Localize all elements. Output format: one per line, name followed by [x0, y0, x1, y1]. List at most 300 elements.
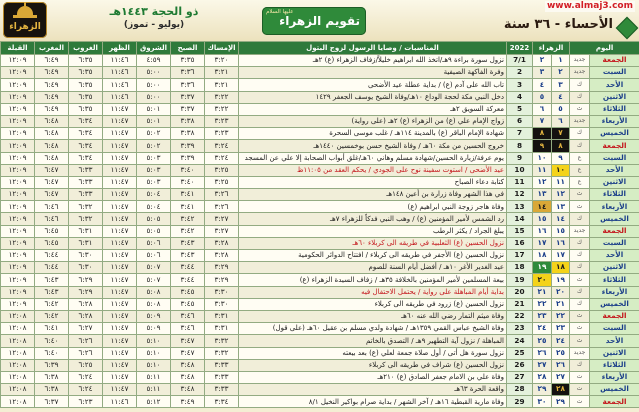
- sunrise-time-cell: ٥:٠٣: [137, 176, 171, 188]
- sunset-time-cell: ٦:٣٥: [69, 79, 103, 91]
- dhuhr-time-cell: ١١:٤٧: [103, 164, 137, 176]
- header-sunrise: الشروق: [137, 42, 171, 55]
- day-name-cell: الثلاثاء: [590, 189, 639, 201]
- sunset-time-cell: ٦:٣٤: [69, 140, 103, 152]
- imsak-time-cell: ٣:٣٣: [205, 384, 239, 396]
- fajr-time-cell: ٣:٤٩: [171, 396, 205, 408]
- sunset-time-cell: ٦:٣٣: [69, 189, 103, 201]
- gregorian-date-cell: 7/1: [507, 55, 533, 67]
- moon-mark-cell: ت: [570, 371, 590, 383]
- sunrise-time-cell: ٥:١١: [137, 371, 171, 383]
- event-cell: نزول الحسين (ع) شراف في طريقه الى كربلاء: [239, 359, 507, 371]
- fajr-time-cell: ٣:٣٨: [171, 128, 205, 140]
- table-row: [1, 164, 639, 176]
- sunset-time-cell: ٦:٢٧: [69, 323, 103, 335]
- moon-mark-cell: جديد: [570, 115, 590, 127]
- moon-mark-cell: ت: [570, 396, 590, 408]
- event-cell: دخل النبي مكة لحجة الوداع ١٠هـ/وفاة الشيخ يوسف الجعفر ١٤٢٩: [239, 91, 507, 103]
- maghrib-time-cell: ٦:٤٤: [35, 262, 69, 274]
- hijri-date-cell: ١٢: [533, 176, 552, 188]
- header-imsak: الإمساك: [205, 42, 239, 55]
- day-name-cell: الأحد: [590, 164, 639, 176]
- hijri-date-cell: ١٤: [533, 201, 552, 213]
- gregorian-date-cell: 7: [507, 128, 533, 140]
- gregorian-date-cell: 5: [507, 103, 533, 115]
- sunset-time-cell: ٦:٣٢: [69, 201, 103, 213]
- dhuhr-time-cell: ١١:٤٦: [103, 91, 137, 103]
- moon-mark-cell: ك: [570, 91, 590, 103]
- corner-ornament-icon: [616, 17, 639, 40]
- fajr-time-cell: ٣:٤١: [171, 201, 205, 213]
- zahraa-date-cell: ١٤: [552, 213, 570, 225]
- day-name-cell: الجمعة: [590, 55, 639, 67]
- sunset-time-cell: ٦:٣٤: [69, 115, 103, 127]
- day-name-cell: الثلاثاء: [590, 103, 639, 115]
- maghrib-time-cell: ٦:٤٠: [35, 335, 69, 347]
- gregorian-date-cell: 11: [507, 176, 533, 188]
- site-watermark: www.almaj3.com: [546, 1, 633, 11]
- dhuhr-time-cell: ١١:٤٦: [103, 67, 137, 79]
- sunset-time-cell: ٦:٣٠: [69, 250, 103, 262]
- event-cell: واقعة الحرة ٦٣هـ: [239, 384, 507, 396]
- sunset-time-cell: ٦:٣١: [69, 237, 103, 249]
- table-row: [1, 128, 639, 140]
- maghrib-time-cell: ٦:٤٩: [35, 55, 69, 67]
- sunrise-time-cell: ٥:٠٩: [137, 323, 171, 335]
- moon-mark-cell: ك: [570, 128, 590, 140]
- zahraa-date-cell: ٢١: [552, 298, 570, 310]
- gregorian-date-cell: 25: [507, 347, 533, 359]
- fajr-time-cell: ٣:٤٥: [171, 298, 205, 310]
- event-cell: وفاة هاجر زوجة النبي ابراهيم (ع): [239, 201, 507, 213]
- sunrise-time-cell: ٥:٠٨: [137, 298, 171, 310]
- qibla-time-cell: ١٢:٠٨: [1, 371, 35, 383]
- calendar-body: [1, 55, 639, 408]
- qibla-time-cell: ١٢:٠٨: [1, 396, 35, 408]
- qibla-time-cell: ١٢:٠٩: [1, 250, 35, 262]
- zahraa-date-cell: ١٨: [552, 262, 570, 274]
- moon-mark-cell: ث: [570, 310, 590, 322]
- day-name-cell: الأحد: [590, 250, 639, 262]
- dhuhr-time-cell: ١١:٤٧: [103, 384, 137, 396]
- event-cell: عيد الأضحى / استوت سفينة نوح على الجودي / يحكم العقد من ١١:٠٥ظ: [239, 164, 507, 176]
- location-label: الأحساء - ٣٦ سنة: [503, 17, 613, 32]
- maghrib-time-cell: ٦:٤٢: [35, 310, 69, 322]
- hijri-date-cell: ٢٥: [533, 335, 552, 347]
- qibla-time-cell: ١٢:٠٩: [1, 213, 35, 225]
- table-row: [1, 384, 639, 396]
- dhuhr-time-cell: ١١:٤٧: [103, 286, 137, 298]
- gregorian-date-cell: 2: [507, 67, 533, 79]
- event-cell: يوم عرفة/زيارة الحسين/شهادة مسلم وهاني ٦٠هـ/غلق أبواب الصحابة إلا علي عن المسجد: [239, 152, 507, 164]
- zahraa-date-cell: ١٧: [552, 250, 570, 262]
- imsak-time-cell: ٣:٣٣: [205, 371, 239, 383]
- moon-mark-cell: ث: [570, 323, 590, 335]
- dhuhr-time-cell: ١١:٤٧: [103, 213, 137, 225]
- gregorian-date-cell: 6: [507, 115, 533, 127]
- moon-mark-cell: ع: [570, 176, 590, 188]
- moon-mark-cell: ك: [570, 298, 590, 310]
- sunrise-time-cell: ٥:٠٤: [137, 189, 171, 201]
- zahraa-date-cell: ١٠: [552, 164, 570, 176]
- dhuhr-time-cell: ١١:٤٧: [103, 335, 137, 347]
- imsak-time-cell: ٣:٢١: [205, 67, 239, 79]
- event-cell: شهادة الإمام الباقر (ع) بالمدينة ١١٤هـ / غلب موسى السحرة: [239, 128, 507, 140]
- maghrib-time-cell: ٦:٤٧: [35, 164, 69, 176]
- sunrise-time-cell: ٥:١٠: [137, 335, 171, 347]
- dhuhr-time-cell: ١١:٤٦: [103, 396, 137, 408]
- zahraa-date-cell: ١٥: [552, 225, 570, 237]
- zahraa-date-cell: ٤: [552, 91, 570, 103]
- qibla-time-cell: ١٢:٠٨: [1, 323, 35, 335]
- qibla-time-cell: ١٢:٠٩: [1, 140, 35, 152]
- sunset-time-cell: ٦:٢٦: [69, 335, 103, 347]
- event-cell: معركة السويق ٢هـ: [239, 103, 507, 115]
- zahraa-date-cell: ٢٧: [552, 371, 570, 383]
- sunset-time-cell: ٦:٣٥: [69, 103, 103, 115]
- fajr-time-cell: ٣:٤٣: [171, 250, 205, 262]
- table-row: [1, 55, 639, 67]
- sunrise-time-cell: ٥:٠٣: [137, 152, 171, 164]
- maghrib-time-cell: ٦:٤٤: [35, 250, 69, 262]
- fajr-time-cell: ٣:٤٦: [171, 310, 205, 322]
- gregorian-months-label: (يوليو - تموز): [123, 20, 185, 30]
- gregorian-date-cell: 20: [507, 286, 533, 298]
- table-row: [1, 103, 639, 115]
- maghrib-time-cell: ٦:٤٩: [35, 91, 69, 103]
- calendar-table: [0, 41, 639, 408]
- sunset-time-cell: ٦:٢٥: [69, 359, 103, 371]
- day-name-cell: الخميس: [590, 213, 639, 225]
- event-cell: وفاة مارية القبطية ١٦هـ / آخر الشهر / بداية صرام بواكير النخيل ٨/١: [239, 396, 507, 408]
- hijri-date-cell: ٨: [533, 128, 552, 140]
- qibla-time-cell: ١٢:٠٩: [1, 91, 35, 103]
- hijri-date-cell: ٢٤: [533, 323, 552, 335]
- fajr-time-cell: ٣:٣٩: [171, 152, 205, 164]
- moon-mark-cell: ك: [570, 237, 590, 249]
- dhuhr-time-cell: ١١:٤٧: [103, 371, 137, 383]
- day-name-cell: الجمعة: [590, 310, 639, 322]
- sunrise-time-cell: ٥:٠٦: [137, 250, 171, 262]
- month-heading: [92, 4, 216, 32]
- imsak-time-cell: ٣:٢٢: [205, 103, 239, 115]
- qibla-time-cell: ١٢:٠٩: [1, 298, 35, 310]
- imsak-time-cell: ٣:٢٢: [205, 91, 239, 103]
- hijri-date-cell: ١٧: [533, 237, 552, 249]
- table-row: [1, 201, 639, 213]
- dome-icon: [17, 6, 33, 15]
- dhuhr-time-cell: ١١:٤٧: [103, 140, 137, 152]
- hijri-month-label: ذو الحجة ١٤٤٣هـ: [109, 5, 199, 18]
- dhuhr-time-cell: ١١:٤٧: [103, 323, 137, 335]
- day-name-cell: السبت: [590, 67, 639, 79]
- qibla-time-cell: ١٢:٠٨: [1, 359, 35, 371]
- hijri-date-cell: ٢٨: [533, 371, 552, 383]
- hijri-date-cell: ٢٢: [533, 298, 552, 310]
- zahraa-date-cell: ٢٩: [552, 396, 570, 408]
- imsak-time-cell: ٣:٢٣: [205, 115, 239, 127]
- table-row: [1, 274, 639, 286]
- moon-mark-cell: ث: [570, 189, 590, 201]
- day-name-cell: الأربعاء: [590, 286, 639, 298]
- fajr-time-cell: ٣:٤٢: [171, 213, 205, 225]
- fajr-time-cell: ٣:٤٨: [171, 384, 205, 396]
- gregorian-date-cell: 16: [507, 237, 533, 249]
- gregorian-date-cell: 19: [507, 274, 533, 286]
- maghrib-time-cell: ٦:٤٨: [35, 140, 69, 152]
- fajr-time-cell: ٣:٤٧: [171, 347, 205, 359]
- fajr-time-cell: ٣:٤٨: [171, 359, 205, 371]
- gregorian-date-cell: 10: [507, 164, 533, 176]
- moon-mark-cell: ك: [570, 213, 590, 225]
- fajr-time-cell: ٣:٣٦: [171, 67, 205, 79]
- moon-mark-cell: جديد: [570, 67, 590, 79]
- table-row: [1, 79, 639, 91]
- header-maghrib: المغرب: [35, 42, 69, 55]
- event-cell: كتابة دعاء الصباح: [239, 176, 507, 188]
- day-name-cell: السبت: [590, 323, 639, 335]
- calendar-title: تقويم الزهراء: [279, 14, 360, 28]
- zahraa-date-cell: ٢٦: [552, 359, 570, 371]
- imsak-time-cell: ٣:٣٠: [205, 298, 239, 310]
- dhuhr-time-cell: ١١:٤٧: [103, 189, 137, 201]
- sunrise-time-cell: ٥:٠٥: [137, 225, 171, 237]
- day-name-cell: الاثنين: [590, 347, 639, 359]
- zahraa-date-cell: ١٩: [552, 274, 570, 286]
- header-day: اليوم: [570, 42, 639, 55]
- zahraa-date-cell: ٧: [552, 128, 570, 140]
- dhuhr-time-cell: ١١:٤٧: [103, 250, 137, 262]
- sunset-time-cell: ٦:٢٤: [69, 371, 103, 383]
- qibla-time-cell: ١٢:٠٩: [1, 103, 35, 115]
- title-honorific: عليها السلام: [266, 9, 294, 15]
- maghrib-time-cell: ٦:٤٩: [35, 67, 69, 79]
- event-cell: زواج الإمام علي (ع) من الزهراء (ع) ٢هـ (على رواية): [239, 115, 507, 127]
- moon-mark-cell: ث: [570, 103, 590, 115]
- header-year: 2022: [507, 42, 533, 55]
- event-cell: يبلغ الجراد / يكثر الرطب: [239, 225, 507, 237]
- day-name-cell: الخميس: [590, 298, 639, 310]
- sunset-time-cell: ٦:٣٥: [69, 67, 103, 79]
- maghrib-time-cell: ٦:٤٥: [35, 237, 69, 249]
- table-row: [1, 323, 639, 335]
- maghrib-time-cell: ٦:٤٨: [35, 128, 69, 140]
- gregorian-date-cell: 26: [507, 359, 533, 371]
- maghrib-time-cell: ٦:٤٩: [35, 79, 69, 91]
- event-cell: نزول الحسين (ع) الثعلبية في طريقه الى كربلاء ٦٠هـ: [239, 237, 507, 249]
- zahraa-date-cell: ٣: [552, 79, 570, 91]
- sunset-time-cell: ٦:٣٢: [69, 213, 103, 225]
- maghrib-time-cell: ٦:٤٧: [35, 176, 69, 188]
- maghrib-time-cell: ٦:٣٩: [35, 359, 69, 371]
- gregorian-date-cell: 28: [507, 384, 533, 396]
- qibla-time-cell: ١٢:٠٩: [1, 225, 35, 237]
- calendar-title-box: [262, 7, 366, 35]
- hijri-date-cell: ١٦: [533, 225, 552, 237]
- sunrise-time-cell: ٥:١٢: [137, 396, 171, 408]
- hijri-date-cell: ٢٣: [533, 310, 552, 322]
- zahraa-date-cell: ٢: [552, 67, 570, 79]
- qibla-time-cell: ١٢:٠٩: [1, 164, 35, 176]
- dhuhr-time-cell: ١١:٤٧: [103, 128, 137, 140]
- qibla-time-cell: ١٢:٠٨: [1, 310, 35, 322]
- event-cell: المباهلة / نزول آية التطهير ٩هـ / التصدق بالخاتم: [239, 335, 507, 347]
- dhuhr-time-cell: ١١:٤٦: [103, 79, 137, 91]
- sunrise-time-cell: ٥:٠١: [137, 115, 171, 127]
- day-name-cell: الجمعة: [590, 225, 639, 237]
- fajr-time-cell: ٣:٤٦: [171, 323, 205, 335]
- sunset-time-cell: ٦:٣٣: [69, 176, 103, 188]
- zahraa-date-cell: ٢٤: [552, 335, 570, 347]
- sunrise-time-cell: ٤:٥٩: [137, 55, 171, 67]
- imsak-time-cell: ٣:٢١: [205, 79, 239, 91]
- gregorian-date-cell: 14: [507, 213, 533, 225]
- sunset-time-cell: ٦:٢٤: [69, 384, 103, 396]
- sunrise-time-cell: ٥:٠٢: [137, 128, 171, 140]
- hijri-date-cell: ٢٠: [533, 274, 552, 286]
- event-cell: رد الشمس لأمير المؤمنين (ع) / وهب النبي فدكاً للزهراء ٧هـ: [239, 213, 507, 225]
- dhuhr-time-cell: ١١:٤٧: [103, 103, 137, 115]
- zahraa-date-cell: ١٦: [552, 237, 570, 249]
- zahraa-date-cell: ٢٠: [552, 286, 570, 298]
- moon-mark-cell: ع: [570, 152, 590, 164]
- maghrib-time-cell: ٦:٤٩: [35, 103, 69, 115]
- zahraa-date-cell: ٢٣: [552, 323, 570, 335]
- qibla-time-cell: ١٢:٠٩: [1, 55, 35, 67]
- maghrib-time-cell: ٦:٤٦: [35, 201, 69, 213]
- table-row: [1, 286, 639, 298]
- event-cell: نزول الحسين (ع) زرود في طريقه الى كربلاء: [239, 298, 507, 310]
- table-row: [1, 152, 639, 164]
- sunrise-time-cell: ٥:٠٨: [137, 286, 171, 298]
- dhuhr-time-cell: ١١:٤٧: [103, 225, 137, 237]
- dhuhr-time-cell: ١١:٤٧: [103, 274, 137, 286]
- event-cell: في هذا الشهر وفاة زرارة بن أعين ١٤٨هـ: [239, 189, 507, 201]
- table-row: [1, 310, 639, 322]
- header-qibla: القبلة: [1, 42, 35, 55]
- hijri-date-cell: ١٥: [533, 213, 552, 225]
- day-name-cell: الاثنين: [590, 91, 639, 103]
- day-name-cell: الأحد: [590, 335, 639, 347]
- sunset-time-cell: ٦:٢٩: [69, 274, 103, 286]
- hijri-date-cell: ٢٧: [533, 359, 552, 371]
- sunset-time-cell: ٦:٣٠: [69, 262, 103, 274]
- qibla-time-cell: ١٢:٠٨: [1, 347, 35, 359]
- sunrise-time-cell: ٥:٠٠: [137, 79, 171, 91]
- event-cell: عيد الغدير الأغر ١٠هـ / أفضل أيام السنة للصوم: [239, 262, 507, 274]
- moon-mark-cell: ك: [570, 79, 590, 91]
- gregorian-date-cell: 29: [507, 396, 533, 408]
- gregorian-date-cell: 21: [507, 298, 533, 310]
- imsak-time-cell: ٣:٣١: [205, 310, 239, 322]
- gregorian-date-cell: 24: [507, 335, 533, 347]
- day-name-cell: السبت: [590, 237, 639, 249]
- sunrise-time-cell: ٥:٠٧: [137, 274, 171, 286]
- hijri-date-cell: ١٠: [533, 152, 552, 164]
- event-cell: نزول سورة براءة ٩هـ/اتخذ الله ابراهيم خليلاً/زفاف الزهراء (ع) ٢هـ: [239, 55, 507, 67]
- sunset-time-cell: ٦:٢٣: [69, 396, 103, 408]
- event-cell: وفاة ميثم التمار رضي الله عنه ٦٠هـ: [239, 310, 507, 322]
- event-cell: وفاة الشيخ عباس القمي ١٣٥٩هـ / شهادة ولدي مسلم بن عقيل ٦٠هـ (على قول): [239, 323, 507, 335]
- event-cell: بيعة المسلمين لأمير المؤمنين بالخلافة ٣٥هـ / زفاف السيدة الزهراء (ع): [239, 274, 507, 286]
- qibla-time-cell: ١٢:٠٩: [1, 262, 35, 274]
- hijri-date-cell: ٣: [533, 67, 552, 79]
- hijri-date-cell: ٢١: [533, 286, 552, 298]
- table-row: [1, 335, 639, 347]
- qibla-time-cell: ١٢:٠٨: [1, 384, 35, 396]
- imsak-time-cell: ٣:٢٨: [205, 237, 239, 249]
- table-row: [1, 396, 639, 408]
- moon-mark-cell: ك: [570, 140, 590, 152]
- zahraa-date-cell: ٨: [552, 140, 570, 152]
- day-name-cell: الاثنين: [590, 176, 639, 188]
- day-name-cell: الجمعة: [590, 140, 639, 152]
- sunset-time-cell: ٦:٣٤: [69, 128, 103, 140]
- fajr-time-cell: ٣:٤٧: [171, 335, 205, 347]
- sunset-time-cell: ٦:٢٨: [69, 310, 103, 322]
- sunrise-time-cell: ٥:٠٠: [137, 91, 171, 103]
- moon-mark-cell: ك: [570, 262, 590, 274]
- imsak-time-cell: ٣:٢٦: [205, 201, 239, 213]
- day-name-cell: الأربعاء: [590, 115, 639, 127]
- maghrib-time-cell: ٦:٤٣: [35, 286, 69, 298]
- maghrib-time-cell: ٦:٤٥: [35, 225, 69, 237]
- table-row: [1, 176, 639, 188]
- fajr-time-cell: ٣:٤٣: [171, 237, 205, 249]
- table-header-row: [1, 42, 639, 55]
- day-name-cell: الثلاثاء: [590, 274, 639, 286]
- imsak-time-cell: ٣:٣٢: [205, 347, 239, 359]
- sunrise-time-cell: ٥:٠٢: [137, 140, 171, 152]
- imsak-time-cell: ٣:٢٥: [205, 164, 239, 176]
- zahraa-date-cell: ٦: [552, 115, 570, 127]
- fajr-time-cell: ٣:٣٩: [171, 140, 205, 152]
- imsak-time-cell: ٣:٣٤: [205, 396, 239, 408]
- logo-base: [13, 15, 37, 18]
- calendar-table-wrapper: [0, 41, 639, 412]
- gregorian-date-cell: 18: [507, 262, 533, 274]
- sunset-time-cell: ٦:٢٦: [69, 347, 103, 359]
- fajr-time-cell: ٣:٣٧: [171, 103, 205, 115]
- imsak-time-cell: ٣:٣٣: [205, 359, 239, 371]
- hijri-date-cell: ١١: [533, 164, 552, 176]
- day-name-cell: الخميس: [590, 128, 639, 140]
- zahraa-logo: [3, 2, 47, 38]
- maghrib-time-cell: ٦:٣٧: [35, 396, 69, 408]
- zahraa-date-cell: ٢٨: [552, 384, 570, 396]
- sunrise-time-cell: ٥:٠٣: [137, 164, 171, 176]
- sunset-time-cell: ٦:٣٣: [69, 164, 103, 176]
- imsak-time-cell: ٣:٢٣: [205, 128, 239, 140]
- qibla-time-cell: ١٢:٠٩: [1, 128, 35, 140]
- dhuhr-time-cell: ١١:٤٧: [103, 237, 137, 249]
- dhuhr-time-cell: ١١:٤٧: [103, 115, 137, 127]
- table-row: [1, 237, 639, 249]
- gregorian-date-cell: 22: [507, 310, 533, 322]
- qibla-time-cell: ١٢:٠٩: [1, 152, 35, 164]
- fajr-time-cell: ٣:٣٦: [171, 79, 205, 91]
- table-row: [1, 140, 639, 152]
- fajr-time-cell: ٣:٤٥: [171, 286, 205, 298]
- zahraa-date-cell: ٢٥: [552, 347, 570, 359]
- hijri-date-cell: ٢: [533, 55, 552, 67]
- imsak-time-cell: ٣:٢٤: [205, 140, 239, 152]
- moon-mark-cell: ك: [570, 286, 590, 298]
- maghrib-time-cell: ٦:٤١: [35, 323, 69, 335]
- gregorian-date-cell: 13: [507, 201, 533, 213]
- table-row: [1, 91, 639, 103]
- fajr-time-cell: ٣:٤٢: [171, 225, 205, 237]
